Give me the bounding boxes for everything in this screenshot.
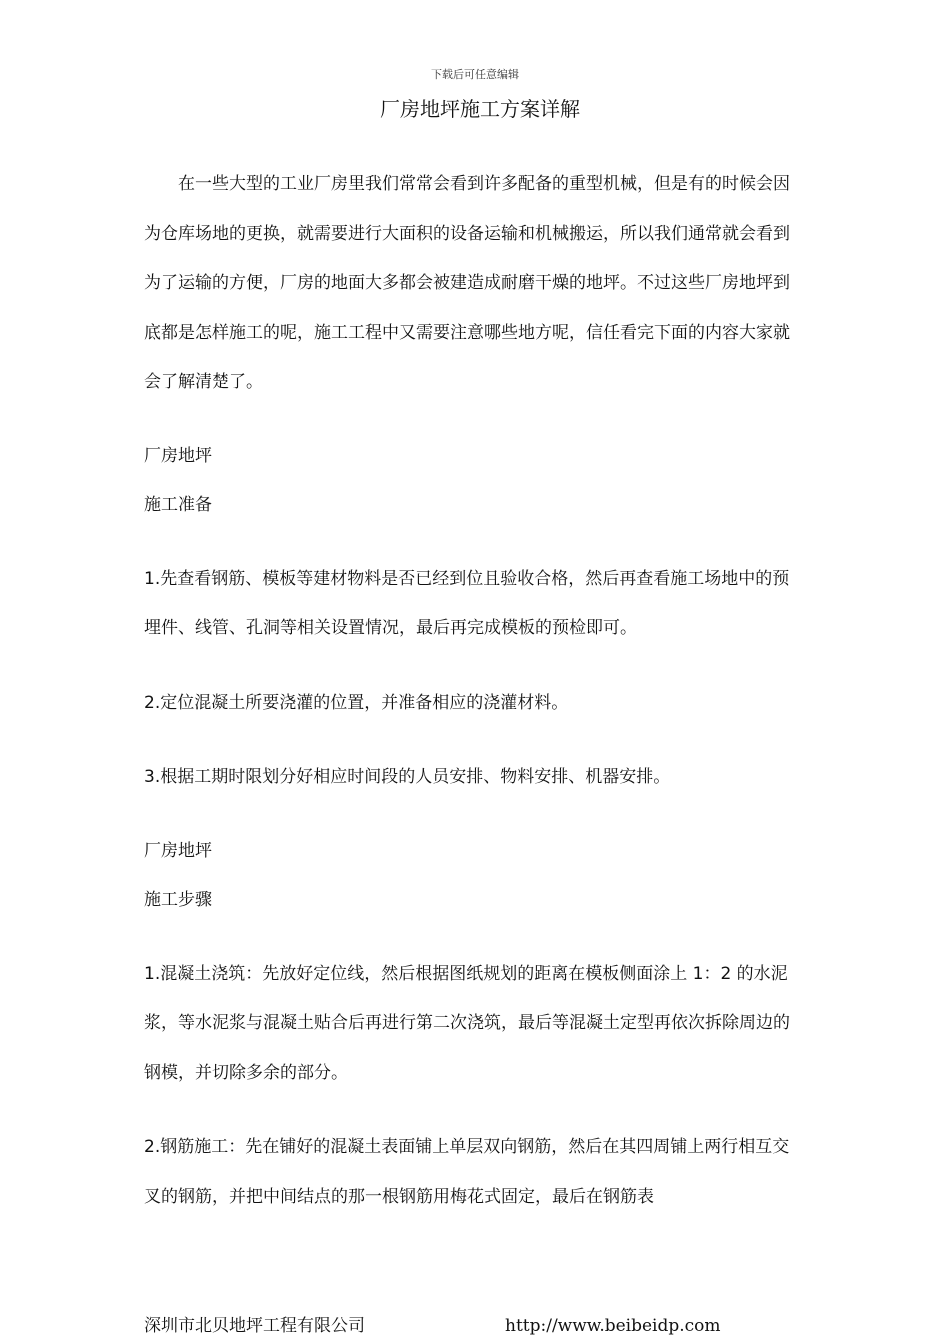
document-title: 厂房地坪施工方案详解 (380, 97, 580, 121)
page-footer (144, 1314, 844, 1338)
footer-url-link[interactable]: http://www.beibeidp.com (505, 1316, 721, 1336)
list-item: 3.根据工期时限划分好相应时间段的人员安排、物料安排、机器安排。 (144, 767, 671, 787)
list-item: 2.钢筋施工：先在铺好的混凝土表面铺上单层双向钢筋，然后在其四周铺上两行相互交叉的钢筋，并把中间结点的那一根钢筋用梅花式固定，最后在钢筋表 (144, 1137, 790, 1207)
section-heading: 厂房地坪 (144, 840, 212, 861)
section-heading: 厂房地坪 (144, 445, 212, 466)
list-item: 1.先查看钢筋、模板等建材物料是否已经到位且验收合格，然后再查看施工场地中的预埋件、线管、孔洞等相关设置情况，最后再完成模板的预检即可。 (144, 568, 790, 638)
section-subheading: 施工步骤 (144, 890, 212, 910)
intro-paragraph: 在一些大型的工业厂房里我们常常会看到许多配备的重型机械，但是有的时候会因为仓库场地的更换，就需要进行大面积的设备运输和机械搬运，所以我们通常就会看到为了运输的方便，厂房的地面大多都会被建造成耐磨干燥的地坪。不过这些厂房地坪到底都是怎样施工的呢，施工工程中又需要注意哪些地方呢，信任看完下面的内容大家就会了解清楚了。 (144, 174, 790, 392)
list-item: 2.定位混凝土所要浇灌的位置，并准备相应的浇灌材料。 (144, 692, 569, 713)
document-body (144, 160, 804, 1222)
section-subheading: 施工准备 (144, 495, 212, 515)
list-item: 1.混凝土浇筑：先放好定位线，然后根据图纸规划的距离在模板侧面涂上 1：2 的水泥浆，等水泥浆与混凝土贴合后再进行第二次浇筑，最后等混凝土定型再依次拆除周边的钢模，并切除多余的部分。 (144, 963, 790, 1083)
page-header-note: 下载后可任意编辑 (431, 68, 519, 81)
footer-company: 深圳市北贝地坪工程有限公司 (144, 1316, 365, 1336)
